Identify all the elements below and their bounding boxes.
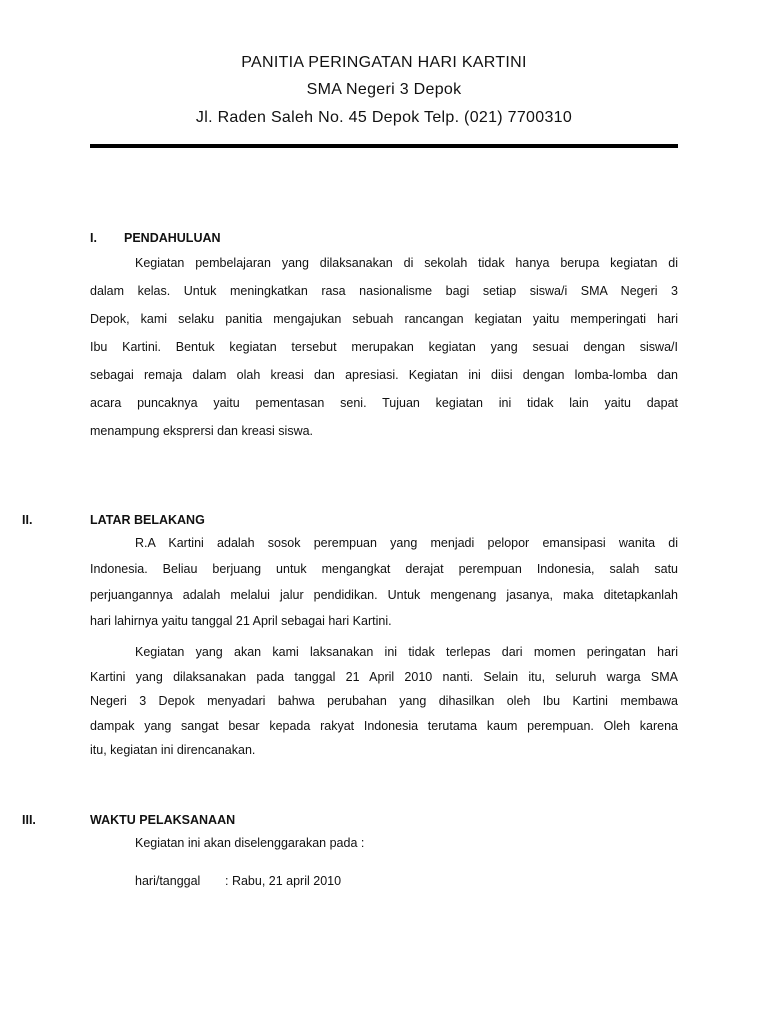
section-3-intro: Kegiatan ini akan diselenggarakan pada :	[135, 836, 365, 850]
paragraph-line: Indonesia. Beliau berjuang untuk mengangkat derajat perempuan Indonesia, salah satu	[90, 562, 678, 576]
section-2-number: II.	[22, 513, 33, 527]
paragraph-line: dampak yang sangat besar kepada rakyat Indonesia terutama kaum perempuan. Oleh karena	[90, 718, 678, 733]
paragraph-line: Kegiatan pembelajaran yang dilaksanakan di sekolah tidak hanya berupa kegiatan di	[135, 256, 678, 270]
header-title: PANITIA PERINGATAN HARI KARTINI	[241, 54, 527, 71]
paragraph-line: acara puncaknya yaitu pementasan seni. Tujuan kegiatan ini tidak lain yaitu dapat	[90, 396, 678, 410]
paragraph-line: R.A Kartini adalah sosok perempuan yang menjadi pelopor emansipasi wanita di	[135, 536, 678, 550]
section-1-number: I.	[90, 231, 97, 245]
paragraph-line: Negeri 3 Depok menyadari bahwa perubahan yang dihasilkan oleh Ibu Kartini membawa	[90, 694, 678, 708]
header-address: Jl. Raden Saleh No. 45 Depok Telp. (021) 7700310	[195, 109, 573, 126]
paragraph-line: Depok, kami selaku panitia mengajukan sebuah rancangan kegiatan yaitu memperingati hari	[90, 312, 678, 326]
paragraph-line: perjuangannya adalah melalui jalur pendidikan. Untuk mengenang jasanya, maka ditetapkanlah	[90, 588, 678, 602]
section-3-number: III.	[22, 813, 36, 827]
paragraph-line: hari lahirnya yaitu tanggal 21 April sebagai hari Kartini.	[90, 614, 392, 628]
date-label: hari/tanggal	[135, 874, 201, 888]
section-2-title: LATAR BELAKANG	[90, 513, 205, 527]
paragraph-line: Kartini yang dilaksanakan pada tanggal 21 April 2010 nanti. Selain itu, seluruh warga SMA	[90, 669, 678, 684]
section-1-title: PENDAHULUAN	[124, 231, 221, 245]
header-divider	[90, 144, 678, 148]
header-school: SMA Negeri 3 Depok	[306, 81, 462, 98]
paragraph-line: dalam kelas. Untuk meningkatkan rasa nasionalisme bagi setiap siswa/i SMA Negeri 3	[90, 284, 678, 298]
section-3-title: WAKTU PELAKSANAAN	[90, 813, 236, 827]
paragraph-line: itu, kegiatan ini direncanakan.	[90, 743, 256, 757]
paragraph-line: Ibu Kartini. Bentuk kegiatan tersebut merupakan kegiatan yang sesuai dengan siswa/I	[90, 340, 678, 354]
paragraph-line: menampung eksprersi dan kreasi siswa.	[90, 424, 314, 438]
paragraph-line: sebagai remaja dalam olah kreasi dan apresiasi. Kegiatan ini diisi dengan lomba-lomba dan	[90, 368, 678, 382]
date-value: : Rabu, 21 april 2010	[225, 874, 342, 888]
paragraph-line: Kegiatan yang akan kami laksanakan ini tidak terlepas dari momen peringatan hari	[135, 645, 678, 659]
